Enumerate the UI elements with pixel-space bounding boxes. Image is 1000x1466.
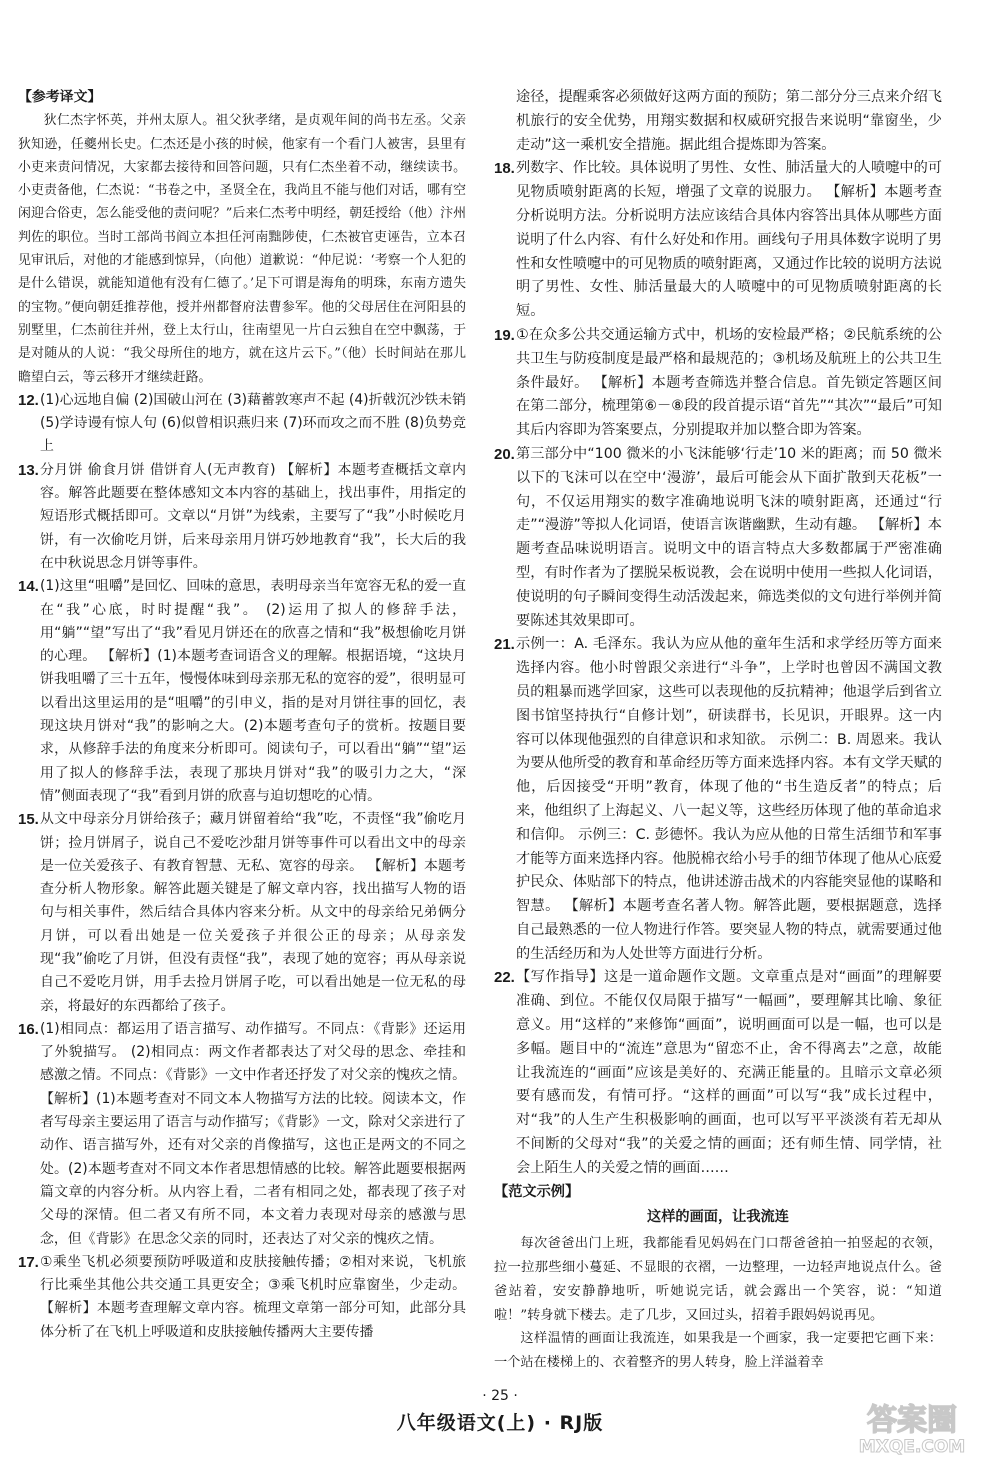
answer-number: 21. <box>494 636 515 654</box>
answer-text: 【写作指导】这是一道命题作文题。文章重点是对“画面”的理解要准确、到位。不能仅仅局限于描写“一幅画”，要理解其比喻、象征意义。用“这样的”来修饰“画面”，说明画面可以是一幅，也可以是多幅。题目中的“流连”意思为“留恋不止，舍不得离去”之意，故能让我流连的“画面”应该是美好的、充满正能量的。且暗示文章必须要有感而发，有情可抒。“这样的画面”可以写“我”成长过程中，对“我”的人生产生积极影响的画面，也可以写平平淡淡有若无却从不间断的父母对“我”的关爱之情的画面；还有师生情、同学情，社会上陌生人的关爱之情的画面…… <box>516 969 942 1176</box>
answer-text: 第三部分中“100 微米的小飞沫能够‘行走’10 米的距离；而 50 微米以下的飞沫可以在空中‘漫游’，最后可能会从下面扩散到天花板”一句，不仅运用翔实的数字准确地说明飞沫的喷射距离，还通过“行走”“漫游”等拟人化词语，使语言诙谐幽默，生动有趣。 【解析】本题考查品味说明语言。说明文中的语言特点大多数都属于严密准确型，有时作者为了摆脱呆板说教，会在说明中使用一些拟人化词语，使说明的句子瞬间变得生动活泼起来，筛选类似的文句进行举例并简要陈述其效果即可。 <box>516 445 942 629</box>
answer-item <box>494 966 942 1180</box>
answer-text: (1)心远地自偏 (2)国破山河在 (3)藉蓄敦寒声不起 (4)折戟沉沙铁未销 (5)学诗谩有惊人句 (6)似曾相识燕归来 (7)环而攻之而不胜 (8)负势竞上 <box>40 391 466 455</box>
reference-translation-text: 狄仁杰字怀英，并州太原人。祖父狄孝绪，是贞观年间的尚书左丞。父亲狄知逊，任夔州长史。仁杰还是小孩的时候，他家有一个看门人被害，县里有小吏来责问情况，大家都去接待和回答问题，只有仁杰坐着不动，继续读书。小吏责备他，仁杰说：“书卷之中，圣贤全在，我尚且不能与他们对话，哪有空闲迎合俗吏，怎么能受他的责问呢？”后来仁杰考中明经，朝廷授给（他）汴州判佐的职位。当时工部尚书阎立本担任河南黜陟使，仁杰被官吏诬告，立本召见审讯后，对他的才能感到惊异，（向他）道歉说：“仲尼说：‘考察一个人犯的是什么错误，就能知道他有没有仁德了。’足下可谓是海角的明珠，东南方遗失的宝物。”便向朝廷推荐他，授并州都督府法曹参军。他的父母居住在河阳县的别墅里，仁杰前往并州，登上太行山，往南望见一片白云独自在空中飘荡，于是对随从的人说：“我父母所住的地方，就在这片云下。”（他）长时间站在那儿瞻望白云，等云移开才继续赶路。 <box>18 113 466 385</box>
answer-text: 示例一：A. 毛泽东。我认为应从他的童年生活和求学经历等方面来选择内容。他小时曾跟父亲进行“斗争”，上学时也曾因不满国文教员的粗暴而逃学回家，这些可以表现他的反抗精神；他退学后到省立图书馆坚持执行“自修计划”，研读群书，长见识，开眼界。这一内容可以体现他强烈的自律意识和求知欲。 示例二：B. 周恩来。我认为要从他所受的教育和革命经历等方面来选择内容。本有文学天赋的他，后因接受“开明”教育，体现了他的“书生造反者”的特点；后来，他组织了上海起义、八一起义等，这些经历体现了他的革命追求和信仰。 示例三：C. 彭德怀。我认为应从他的日常生活细节和军事才能等方面来选择内容。他脱棉衣给小号手的细节体现了他从心底爱护民众、体贴部下的特点，他讲述游击战术的内容能突显他的谋略和智慧。 【解析】本题考查名著人物。解答此题，要根据题意，选择自己最熟悉的一位人物进行作答。要突显人物的特点，就需要通过他的生活经历和为人处世等方面进行分析。 <box>516 636 942 962</box>
continued-answer-17: 途径，提醒乘客必须做好这两方面的预防；第二部分分三点来介绍飞机旅行的安全优势，用翔实数据和权威研究报告来说明“靠窗坐，少走动”这一乘机安全措施。据此组合提炼即为答案。 <box>516 89 942 153</box>
answer-number: 16. <box>18 1020 39 1038</box>
answer-item <box>18 808 466 1018</box>
left-answer-list <box>18 389 466 1344</box>
right-answer-list <box>494 157 942 1180</box>
answer-number: 12. <box>18 391 39 409</box>
answer-item <box>494 633 942 966</box>
page-number: · 25 · <box>482 1388 518 1404</box>
answer-item <box>494 324 942 443</box>
answer-number: 20. <box>494 445 515 463</box>
answer-text: 分月饼 偷食月饼 借饼育人(无声教育) 【解析】本题考查概括文章内容。解答此题要在整体感知文本内容的基础上，找出事件，用指定的短语形式概括即可。文章以“月饼”为线索，主要写了“我”小时候吃月饼，有一次偷吃月饼，后来母亲用月饼巧妙地教育“我”，长大后的我在中秋说思念月饼等事件。 <box>40 461 466 571</box>
reference-translation-label: 【参考译文】 <box>18 89 102 105</box>
answer-text: 从文中母亲分月饼给孩子；藏月饼留着给“我”吃，不责怪“我”偷吃月饼；捡月饼屑子，说自己不爱吃沙甜月饼等事件可以看出文中的母亲是一位关爱孩子、有教育智慧、无私、宽容的母亲。 【解析】本题考查分析人物形象。解答此题关键是了解文章内容，找出描写人物的语句与相关事件，然后结合具体内容来分析。从文中的母亲给兄弟俩分月饼，可以看出她是一位关爱孩子并很公正的母亲；从母亲发现“我”偷吃了月饼，但没有责怪“我”，表现了她的宽容；再从母亲说自己不爱吃月饼，用手去捡月饼屑子吃，可以看出她是一位无私的母亲，将最好的东西都给了孩子。 <box>40 811 466 1014</box>
right-column <box>494 86 942 1375</box>
model-essay-paragraph: 每次爸爸出门上班，我都能看见妈妈在门口帮爸爸拍一拍竖起的衣领，拉一拉那些细小蔓延、不显眼的衣褶，一边整理，一边轻声地说点什么。爸爸站着，安安静静地听，听她说完话，就会露出一个笑容，说：“知道啦！”转身就下楼去。走了几步，又回过头，招着手跟妈妈说再见。 <box>494 1236 942 1323</box>
answer-number: 17. <box>18 1253 39 1271</box>
answer-item <box>18 1251 466 1344</box>
answer-number: 14. <box>18 578 39 596</box>
model-essay-label: 【范文示例】 <box>494 1183 580 1200</box>
watermark-logo <box>832 1396 992 1458</box>
answer-number: 18. <box>494 160 515 178</box>
answer-number: 19. <box>494 326 515 344</box>
answer-item <box>18 389 466 459</box>
answer-item <box>18 459 466 575</box>
answer-item <box>18 1018 466 1251</box>
answer-item <box>494 157 942 324</box>
answer-text: ①在众多公共交通运输方式中，机场的安检最严格；②民航系统的公共卫生与防疫制度是最严格和最规范的；③机场及航班上的公共卫生条件最好。 【解析】本题考查筛选并整合信息。首先锁定答题区间在第二部分，梳理第⑥－⑧段的段首提示语“首先”“其次”“最后”可知其后内容即为答案要点，分别提取并加以整合即为答案。 <box>516 326 942 439</box>
answer-number: 13. <box>18 461 39 479</box>
answer-text: (1)这里“咀嚼”是回忆、回味的意思，表明母亲当年宽容无私的爱一直在“我”心底，时时提醒“我”。 (2)运用了拟人的修辞手法，用“躺”“望”写出了“我”看见月饼还在的欣喜之情和“我”极想偷吃月饼的心理。 【解析】(1)本题考查词语含义的理解。根据语境，“这块月饼我咀嚼了三十五年，慢慢体味到母亲那无私的宽容的爱”，很明显可以看出这里运用的是“咀嚼”的引申义，指的是对月饼往事的回忆，表现这块月饼对“我”的影响之大。(2)本题考查句子的赏析。按题目要求，从修辞手法的角度来分析即可。阅读句子，可以看出“躺”“望”运用了拟人的修辞手法，表现了那块月饼对“我”的吸引力之大，“深情”侧面表现了“我”看到月饼的欣喜与迫切想吃的心情。 <box>40 578 466 804</box>
answer-number: 15. <box>18 811 39 829</box>
watermark-line1: 答案圈 <box>867 1403 957 1438</box>
answer-text: 列数字、作比较。具体说明了男性、女性、肺活量大的人喷嚏中的可见物质喷射距离的长短，增强了文章的说服力。 【解析】本题考查分析说明方法。分析说明方法应该结合具体内容答出具体从哪些方面说明了什么内容、有什么好处和作用。画线句子用具体数字说明了男性和女性喷嚏中的可见物质的喷射距离，又通过作比较的说明方法说明了男性、女性、肺活量最大的人喷嚏中的可见物质喷射距离的长短。 <box>516 160 942 320</box>
book-title: 八年级语文(上) · RJ版 <box>396 1412 604 1434</box>
answer-text: (1)相同点：都运用了语言描写、动作描写。不同点：《背影》还运用了外貌描写。 (2)相同点：两文作者都表达了对父母的思念、牵挂和感激之情。不同点：《背影》一文中作者还抒发了对父亲的愧疚之情。 【解析】(1)本题考查对不同文本人物描写方法的比较。阅读本文，作者写母亲主要运用了语言与动作描写；《背影》一文，除对父亲进行了动作、语言描写外，还有对父亲的肖像描写，这也正是两文的不同之处。(2)本题考查对不同文本作者思想情感的比较。解答此题要根据两篇文章的内容分析。从内容上看，二者有相同之处，都表现了孩子对父母的深情。但二者又有所不同，本文着力表现对母亲的感激与思念，但《背影》在思念父亲的同时，还表达了对父亲的愧疚之情。 <box>40 1020 466 1247</box>
answer-number: 22. <box>494 969 515 987</box>
answer-text: ①乘坐飞机必须要预防呼吸道和皮肤接触传播；②相对来说，飞机旅行比乘坐其他公共交通工具更安全；③乘飞机时应靠窗坐，少走动。 【解析】本题考查理解文章内容。梳理文章第一部分可知，此部分具体分析了在飞机上呼吸道和皮肤接触传播两大主要传播 <box>40 1253 466 1340</box>
left-column <box>18 86 466 1344</box>
answer-item <box>18 575 466 808</box>
model-essay-paragraph: 这样温情的画面让我流连，如果我是一个画家，我一定要把它画下来：一个站在楼梯上的、衣着整齐的男人转身，脸上洋溢着幸 <box>494 1331 942 1371</box>
model-essay-title: 这样的画面，让我流连 <box>647 1209 789 1226</box>
answer-item <box>494 443 942 633</box>
watermark-line2: MXQE.COM <box>858 1437 966 1457</box>
